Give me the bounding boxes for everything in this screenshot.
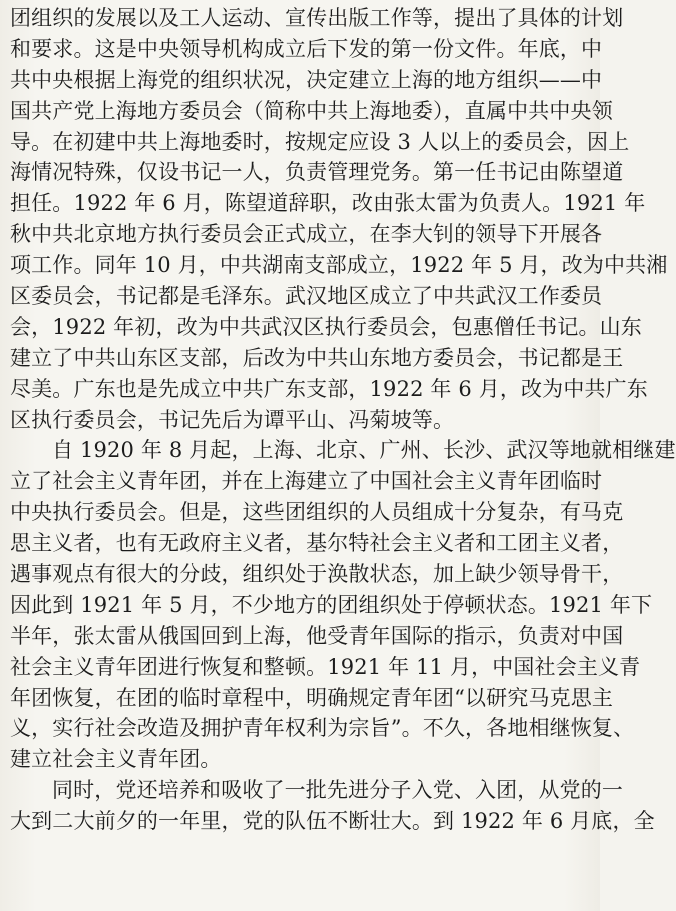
text-line: 自 1920 年 8 月起，上海、北京、广州、长沙、武汉等地就相继建 (52, 438, 676, 463)
text-line: 区委员会，书记都是毛泽东。武汉地区成立了中共武汉工作委员 (10, 284, 603, 309)
text-line: 年团恢复，在团的临时章程中，明确规定青年团“以研究马克思主 (10, 685, 614, 710)
text-line: 立了社会主义青年团，并在上海建立了中国社会主义青年团临时 (10, 469, 603, 494)
text-line: 大到二大前夕的一年里，党的队伍不断壮大。到 1922 年 6 月底，全 (10, 809, 655, 834)
text-line: 半年，张太雷从俄国回到上海，他受青年国际的指示，负责对中国 (10, 623, 624, 648)
text-line: 思主义者，也有无政府主义者，基尔特社会主义者和工团主义者， (10, 531, 624, 556)
text-line: 社会主义青年团进行恢复和整顿。1921 年 11 月，中国社会主义青 (10, 654, 641, 679)
text-line: 同时，党还培养和吸收了一批先进分子入党、入团，从党的一 (52, 778, 624, 803)
text-line: 秋中共北京地方执行委员会正式成立，在李大钊的领导下开展各 (10, 222, 603, 247)
paragraph-3 (10, 775, 655, 837)
text-line: 会，1922 年初，改为中共武汉区执行委员会，包惠僧任书记。山东 (10, 314, 642, 339)
text-line: 担任。1922 年 6 月，陈望道辞职，改由张太雷为负责人。1921 年 (10, 191, 646, 216)
text-line: 共中央根据上海党的组织状况，决定建立上海的地方组织——中 (10, 67, 603, 92)
text-line: 建立社会主义青年团。 (10, 747, 222, 772)
text-line: 和要求。这是中央领导机构成立后下发的第一份文件。年底，中 (10, 36, 603, 61)
text-line: 项工作。同年 10 月，中共湖南支部成立，1922 年 5 月，改为中共湘 (10, 253, 668, 278)
text-line: 区执行委员会，书记先后为谭平山、冯菊坡等。 (10, 407, 455, 432)
paragraph-2 (10, 435, 676, 775)
text-line: 海情况特殊，仅设书记一人，负责管理党务。第一任书记由陈望道 (10, 160, 624, 185)
text-line: 国共产党上海地方委员会（简称中共上海地委），直属中共中央领 (10, 98, 613, 123)
paragraph-1 (10, 3, 668, 435)
text-line: 因此到 1921 年 5 月，不少地方的团组织处于停顿状态。1921 年下 (10, 592, 653, 617)
text-line: 遇事观点有很大的分歧，组织处于涣散状态，加上缺少领导骨干， (10, 562, 624, 587)
text-line: 中央执行委员会。但是，这些团组织的人员组成十分复杂，有马克 (10, 500, 624, 525)
text-line: 义，实行社会改造及拥护青年权利为宗旨”。不久，各地相继恢复、 (10, 716, 635, 741)
text-line: 建立了中共山东区支部，后改为中共山东地方委员会，书记都是王 (10, 345, 624, 370)
text-line: 导。在初建中共上海地委时，按规定应设 3 人以上的委员会，因上 (10, 129, 630, 154)
body-text (10, 3, 676, 837)
text-line: 尽美。广东也是先成立中共广东支部，1922 年 6 月，改为中共广东 (10, 376, 648, 401)
text-line: 团组织的发展以及工人运动、宣传出版工作等，提出了具体的计划 (10, 6, 624, 30)
